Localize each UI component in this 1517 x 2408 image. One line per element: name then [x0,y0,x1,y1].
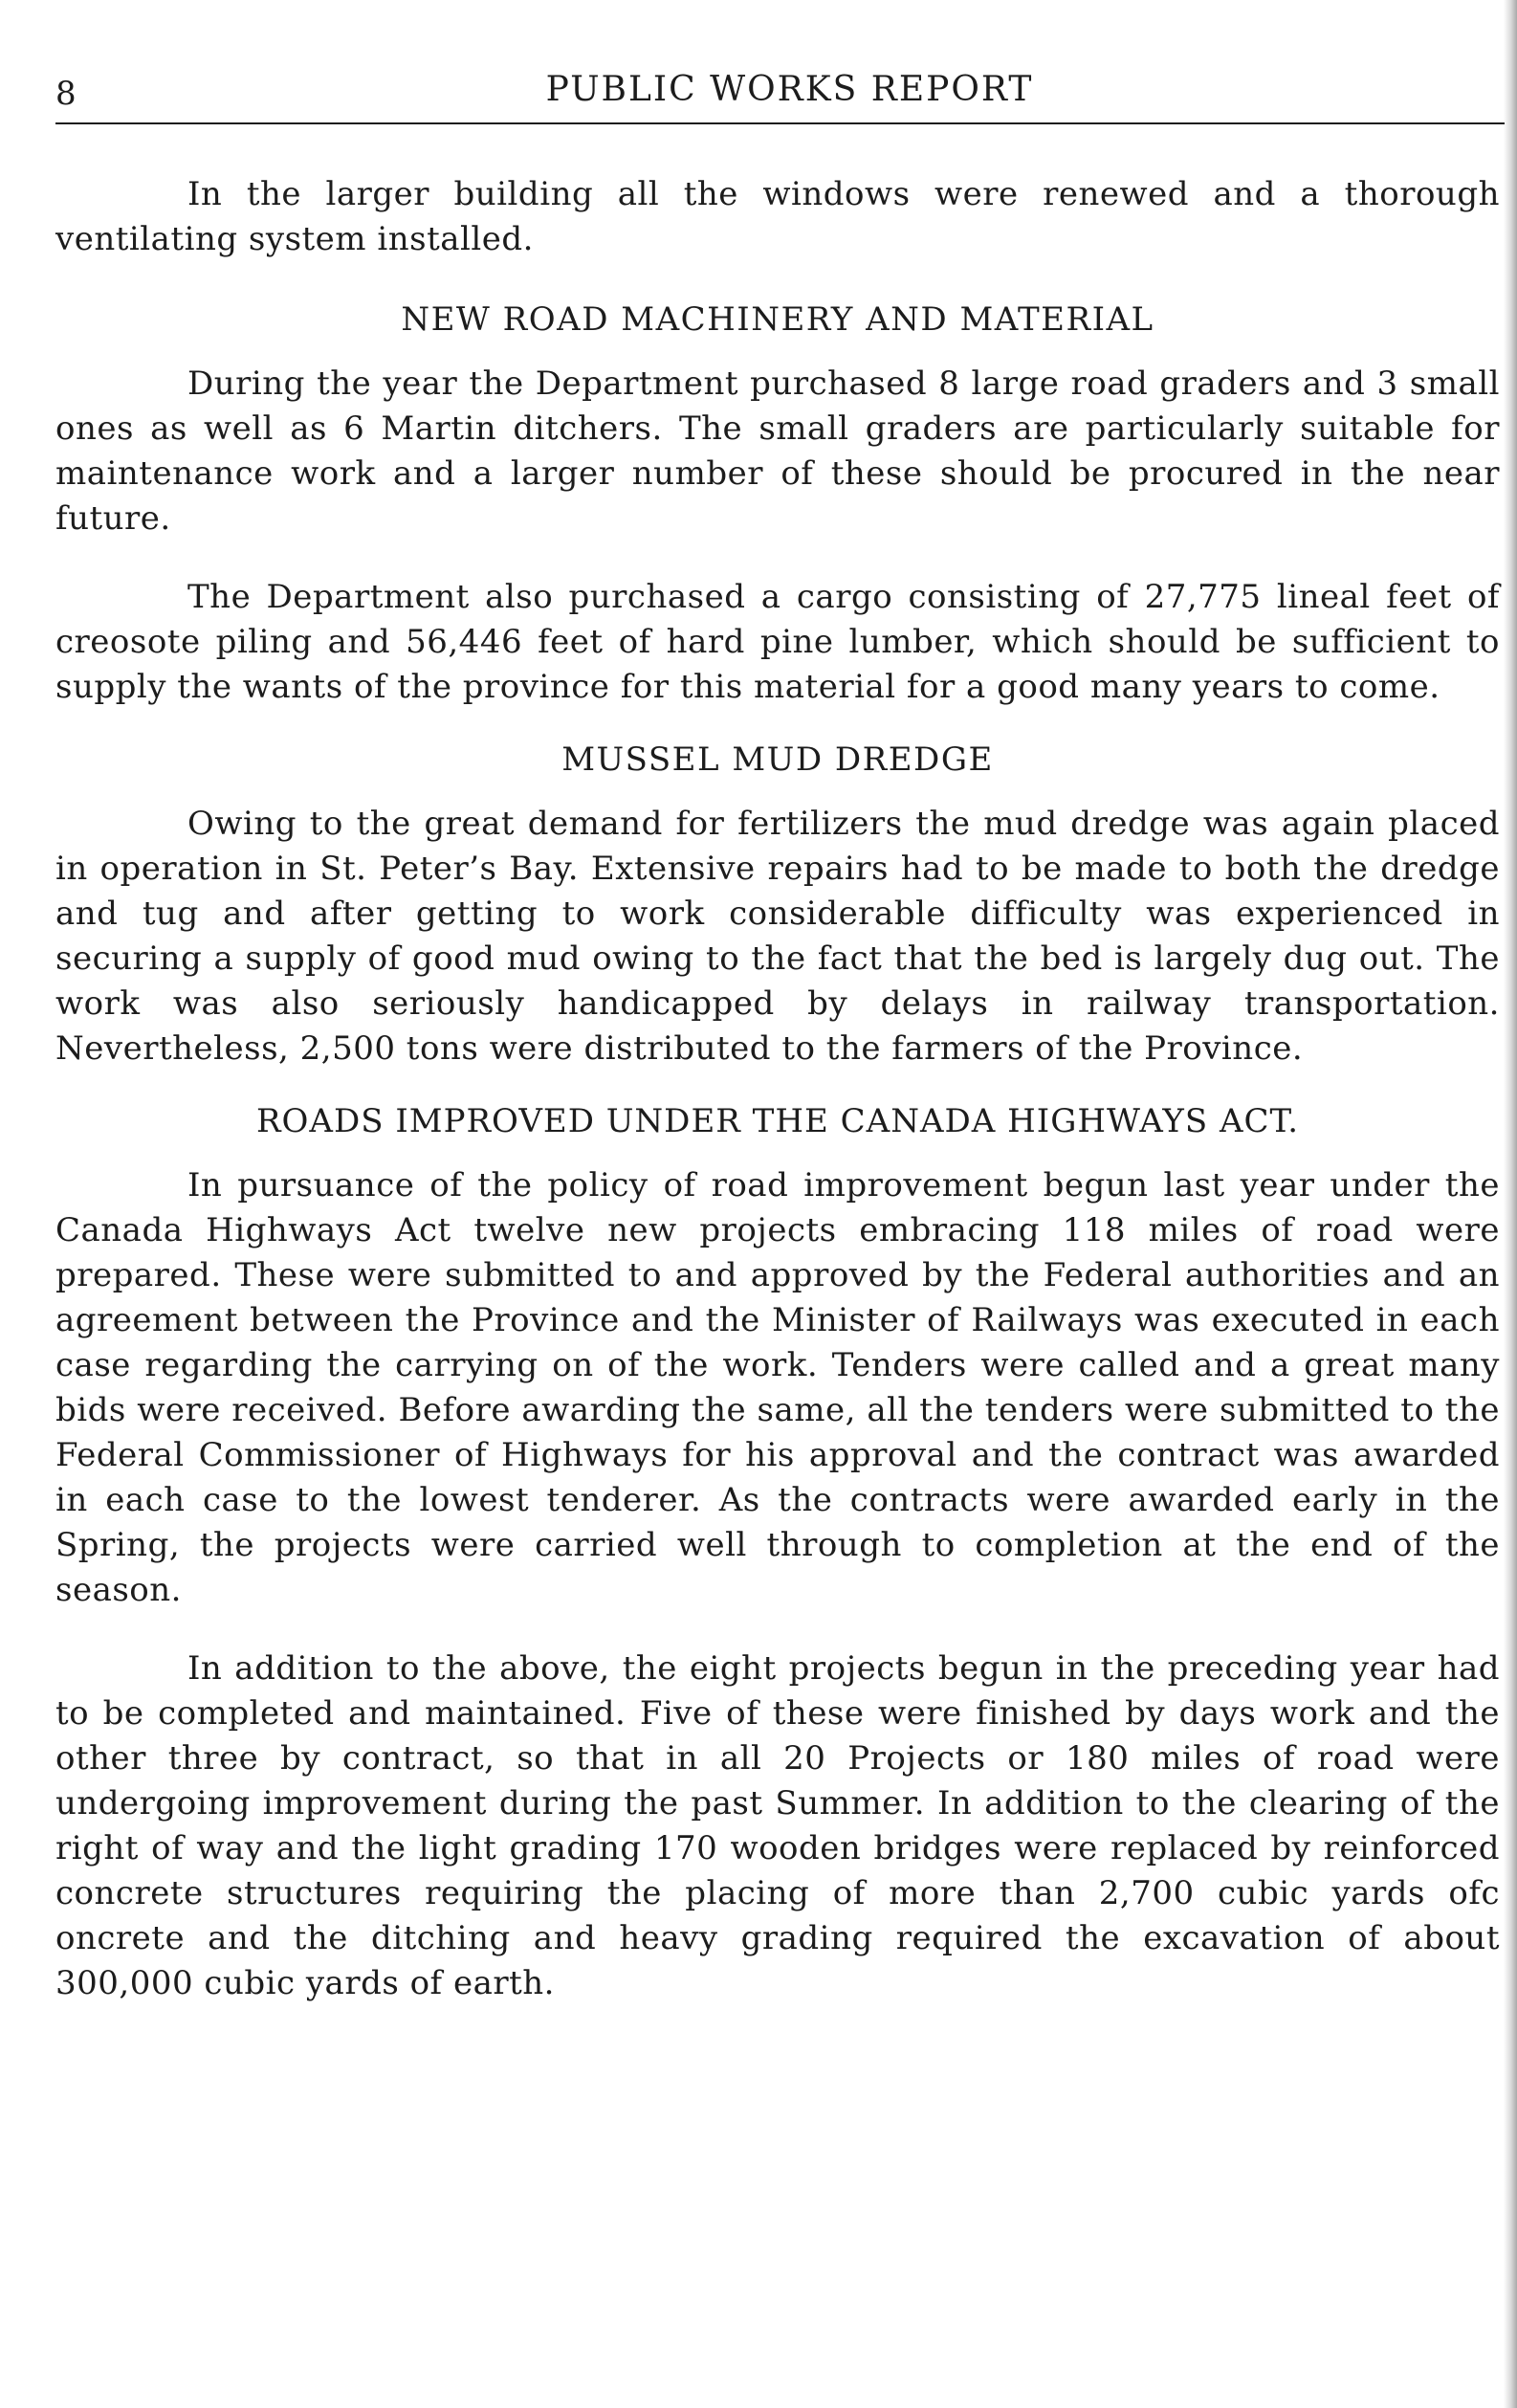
paragraph-projects-completed: In addition to the above, the eight projects begun in the preceding year had to be completed and maintained. Five of these were finished by days work and the other three by contract, so that in all 20 Projects or 180 miles of road were undergoing improvement during the past Summer. In addition to the clearing of the right of way and the light grading 170 wooden bridges were replaced by reinforced concrete structures requiring the placing of more than 2,700 cubic yards ofc oncrete and the ditching and heavy grading required the excavation of about 300,000 cubic yards of earth. [55,1649,1500,2002]
section-heading-mussel-mud-dredge: MUSSEL MUD DREDGE [561,740,994,779]
paragraph-creosote-piling: The Department also purchased a cargo consisting of 27,775 lineal feet of creosote piling and 56,446 feet of hard pine lumber, which should be sufficient to supply the wants of the province for this material for a good many years to come. [55,578,1500,706]
paragraph-mud-dredge: Owing to the great demand for fertilizers the mud dredge was again placed in operation in St. Peter’s Bay. Extensive repairs had to be made to both the dredge and tug and after getting to work considerable difficulty was experienced in securing a supply of good mud owing to the fact that the bed is largely dug out. The work was also seriously handicapped by delays in railway transportation. Nevertheless, 2,500 tons were distributed to the farmers of the Province. [55,805,1500,1068]
header-rule [55,122,1505,124]
section-heading-canada-highways-act: ROADS IMPROVED UNDER THE CANADA HIGHWAYS ACT. [255,1102,1300,1140]
page-header [55,67,1505,124]
page-edge-shadow [1504,0,1517,2408]
report-body [55,172,1500,2006]
intro-paragraph: In the larger building all the windows were renewed and a thorough ventilating system installed. [55,175,1500,258]
paragraph-road-graders: During the year the Department purchased 8 large road graders and 3 small ones as well as 6 Martin ditchers. The small graders are particularly suitable for maintenance work and a larger number of these should be procured in the near future. [55,365,1500,538]
running-title: PUBLIC WORKS REPORT [545,70,1034,109]
paragraph-highway-projects: In pursuance of the policy of road improvement begun last year under the Canada Highways Act twelve new projects embracing 118 miles of road were prepared. These were submitted to and approved by the Federal authorities and an agreement between the Province and the Minister of Railways was executed in each case regarding the carrying on of the work. Tenders were called and a great many bids were received. Before awarding the same, all the tenders were submitted to the Federal Commissioner of Highways for his approval and the contract was awarded in each case to the lowest tenderer. As the contracts were awarded early in the Spring, the projects were carried well through to completion at the end of the season. [55,1166,1500,1609]
page-number: 8 [55,75,77,113]
section-heading-road-machinery: NEW ROAD MACHINERY AND MATERIAL [401,300,1154,339]
